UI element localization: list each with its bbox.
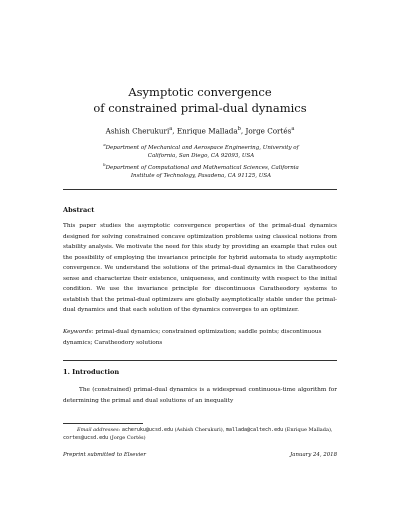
affiliation-text: Department of Computational and Mathematical Sciences, California Institute of Technology, Pasadena, CA 91125, USA bbox=[105, 164, 299, 179]
title-line-1: Asymptotic convergence bbox=[128, 85, 272, 99]
affiliation-a bbox=[92, 141, 310, 160]
affiliation-mark: b bbox=[103, 162, 106, 167]
keywords bbox=[63, 327, 337, 348]
footnote-rule bbox=[63, 423, 143, 424]
keywords-text: primal-dual dynamics; constrained optimization; saddle points; discontinuous dynamics; Caratheodory solutions bbox=[63, 329, 322, 346]
date: January 24, 2018 bbox=[290, 452, 337, 458]
paper-title bbox=[0, 84, 400, 116]
affiliation-text: Department of Mechanical and Aerospace Engineering, University of California, San Diego, CA 92093, USA bbox=[105, 144, 299, 159]
affiliation-mark: a bbox=[103, 142, 106, 147]
footnote-author: (Ashish Cherukuri), bbox=[174, 427, 225, 433]
author-affiliation-mark: a bbox=[291, 126, 295, 132]
author-affiliation-mark: a bbox=[169, 126, 173, 132]
preprint-note: Preprint submitted to Elsevier bbox=[63, 452, 146, 458]
email-link[interactable]: mallada@caltech.edu bbox=[225, 427, 284, 433]
author-name: Enrique Mallada bbox=[176, 126, 238, 136]
footnote-label: Email addresses: bbox=[77, 427, 121, 433]
author-name: Ashish Cherukuri bbox=[105, 126, 170, 136]
section-heading: 1. Introduction bbox=[63, 368, 120, 376]
footnote-author: (Jorge Cortés) bbox=[109, 435, 146, 441]
author-list: Ashish Cherukuri$^a$, Enrique Mallada$^b$, Jorge Cortés$^a$ bbox=[105, 126, 295, 136]
email-link[interactable]: cortes@ucsd.edu bbox=[63, 435, 109, 441]
footnote-author: (Enrique Mallada), bbox=[284, 427, 333, 433]
introduction-text: The (constrained) primal-dual dynamics is a widespread continuous-time algorithm for determining the primal and dual solutions of an inequality bbox=[63, 387, 337, 404]
keywords-label: Keywords: bbox=[63, 329, 94, 335]
abstract-heading: Abstract bbox=[63, 206, 95, 214]
footnote bbox=[63, 426, 337, 442]
author-name: Jorge Cortés bbox=[245, 126, 292, 136]
abstract-bottom-rule bbox=[63, 360, 337, 361]
author-affiliation-mark: b bbox=[237, 126, 241, 132]
affiliation-b bbox=[92, 161, 310, 180]
email-link[interactable]: acheruku@ucsd.edu bbox=[121, 427, 174, 433]
title-line-2: of constrained primal-dual dynamics bbox=[93, 101, 307, 115]
abstract-top-rule bbox=[63, 189, 337, 190]
abstract-text: This paper studies the asymptotic convergence properties of the primal-dual dynamics designed for solving constrained concave optimization problems using classical notions from stability analysis. We motivate the need for this study by providing an example that rules out the possibility of employing the invariance principle for hybrid automata to study asymptotic convergence. We understand the solutions of the primal-dual dynamics in the Caratheodory sense and characterize their existence, uniqueness, and continuity with respect to the initial condition. We use the invariance principle for discontinuous Caratheodory systems to establish that the primal-dual optimizers are globally asymptotically stable under the primal-dual dynamics and that each solution of the dynamics converges to an optimizer. bbox=[63, 223, 337, 313]
